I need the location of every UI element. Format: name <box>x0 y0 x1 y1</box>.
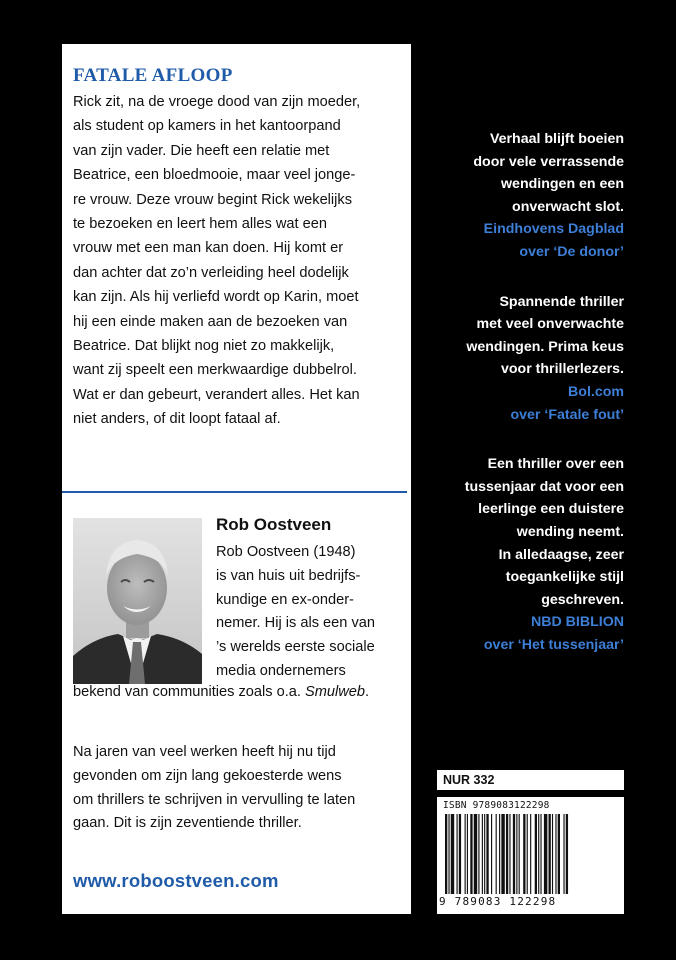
book-blurb <box>73 90 413 432</box>
bio-line: Rob Oostveen (1948) <box>216 544 356 560</box>
bio-line: nemer. Hij is als een van <box>216 615 375 632</box>
blurb-line: hij een einde maken aan de bezoeken van <box>73 313 348 330</box>
quote-line: voor thrillerlezers. <box>500 361 624 378</box>
quote-line: Verhaal blijft boeien <box>489 131 624 147</box>
quote-source: over ‘Fatale fout’ <box>510 406 624 423</box>
quote-line: leerlinge een duistere <box>478 501 624 518</box>
blurb-line: te bezoeken en leert hem alles wat een <box>73 216 327 233</box>
blurb-line: re vrouw. Deze vrouw begint Rick wekelijks <box>73 191 353 208</box>
quote-line: tussenjaar dat voor een <box>464 478 624 495</box>
blurb-line: Wat er dan gebeurt, verandert alles. Het kan <box>73 386 360 403</box>
quote-line: In alledaagse, zeer <box>498 546 624 563</box>
bio-line: kundige en ex-onder- <box>216 591 354 608</box>
blurb-line: dan achter dat zo’n verleiding heel dodelijk <box>73 264 349 281</box>
quote-source: over ‘Het tussenjaar’ <box>483 636 624 653</box>
author-photo <box>73 518 202 684</box>
blurb-line: kan zijn. Als hij verliefd wordt op Karin, moet <box>73 289 359 306</box>
bio-tail-line <box>73 684 369 700</box>
book-title: FATALE AFLOOP <box>73 65 233 86</box>
section-divider <box>62 491 407 493</box>
review-quote <box>384 291 624 427</box>
isbn-barcode <box>437 797 624 914</box>
para-line: gevonden om zijn lang gekoesterde wens <box>73 767 342 784</box>
para-line: gaan. Dit is zijn zeventiende thriller. <box>73 815 302 832</box>
bio-line: is van huis uit bedrijfs- <box>216 567 361 584</box>
review-quote <box>384 128 624 264</box>
para-line: Na jaren van veel werken heeft hij nu tijd <box>73 744 336 760</box>
author-bio <box>216 541 375 684</box>
review-quote <box>384 453 624 656</box>
quote-source: NBD BIBLION <box>530 614 624 631</box>
blurb-line: als student op kamers in het kantoorpand <box>73 118 341 135</box>
quote-line: door vele verrassende <box>473 153 624 170</box>
quote-line: wendingen. Prima keus <box>466 338 624 355</box>
para-line: om thrillers te schrijven in vervulling te laten <box>73 791 356 808</box>
review-quotes <box>384 128 624 656</box>
bio-tail-end: . <box>365 684 370 700</box>
quote-source: Bol.com <box>568 383 624 400</box>
blurb-line: Rick zit, na de vroege dood van zijn moeder, <box>73 94 361 110</box>
bio-line: media ondernemers <box>216 662 346 679</box>
blurb-line: Beatrice, een bloedmooie, maar veel jonge- <box>73 167 356 184</box>
website-link: www.roboostveen.com <box>73 870 279 891</box>
blurb-line: niet anders, of dit loopt fataal af. <box>73 411 281 428</box>
quote-source: over ‘De donor’ <box>519 243 624 260</box>
barcode-bars <box>443 814 618 894</box>
quote-line: met veel onverwachte <box>476 316 624 333</box>
quote-line: onverwacht slot. <box>512 198 624 215</box>
back-cover-panel <box>62 44 411 914</box>
blurb-line: vrouw met een man kan doen. Hij komt er <box>73 240 344 257</box>
quote-line: Een thriller over een <box>487 456 624 473</box>
barcode-digits: 9 789083 122298 <box>439 895 557 908</box>
bio-tail-italic: Smulweb <box>305 684 366 700</box>
blurb-line: want zij speelt een merkwaardige dubbelrol. <box>73 362 357 379</box>
blurb-line: Beatrice. Dat blijkt nog niet zo makkelijk, <box>73 338 335 355</box>
quote-line: wendingen en een <box>501 176 624 193</box>
quote-line: geschreven. <box>541 591 624 608</box>
bio-tail-text: bekend van communities zoals o.a. <box>73 684 306 700</box>
quote-source: Eindhovens Dagblad <box>483 221 624 238</box>
nur-code: NUR 332 <box>437 770 624 790</box>
blurb-line: van zijn vader. Die heeft een relatie met <box>73 142 330 159</box>
author-paragraph <box>73 741 355 836</box>
author-name: Rob Oostveen <box>216 515 332 534</box>
quote-line: toegankelijke stijl <box>505 569 624 586</box>
quote-line: Spannende thriller <box>499 293 624 310</box>
bio-line: ’s werelds eerste sociale <box>216 639 375 656</box>
isbn-label: ISBN 9789083122298 <box>443 800 550 811</box>
quote-line: wending neemt. <box>516 523 624 540</box>
